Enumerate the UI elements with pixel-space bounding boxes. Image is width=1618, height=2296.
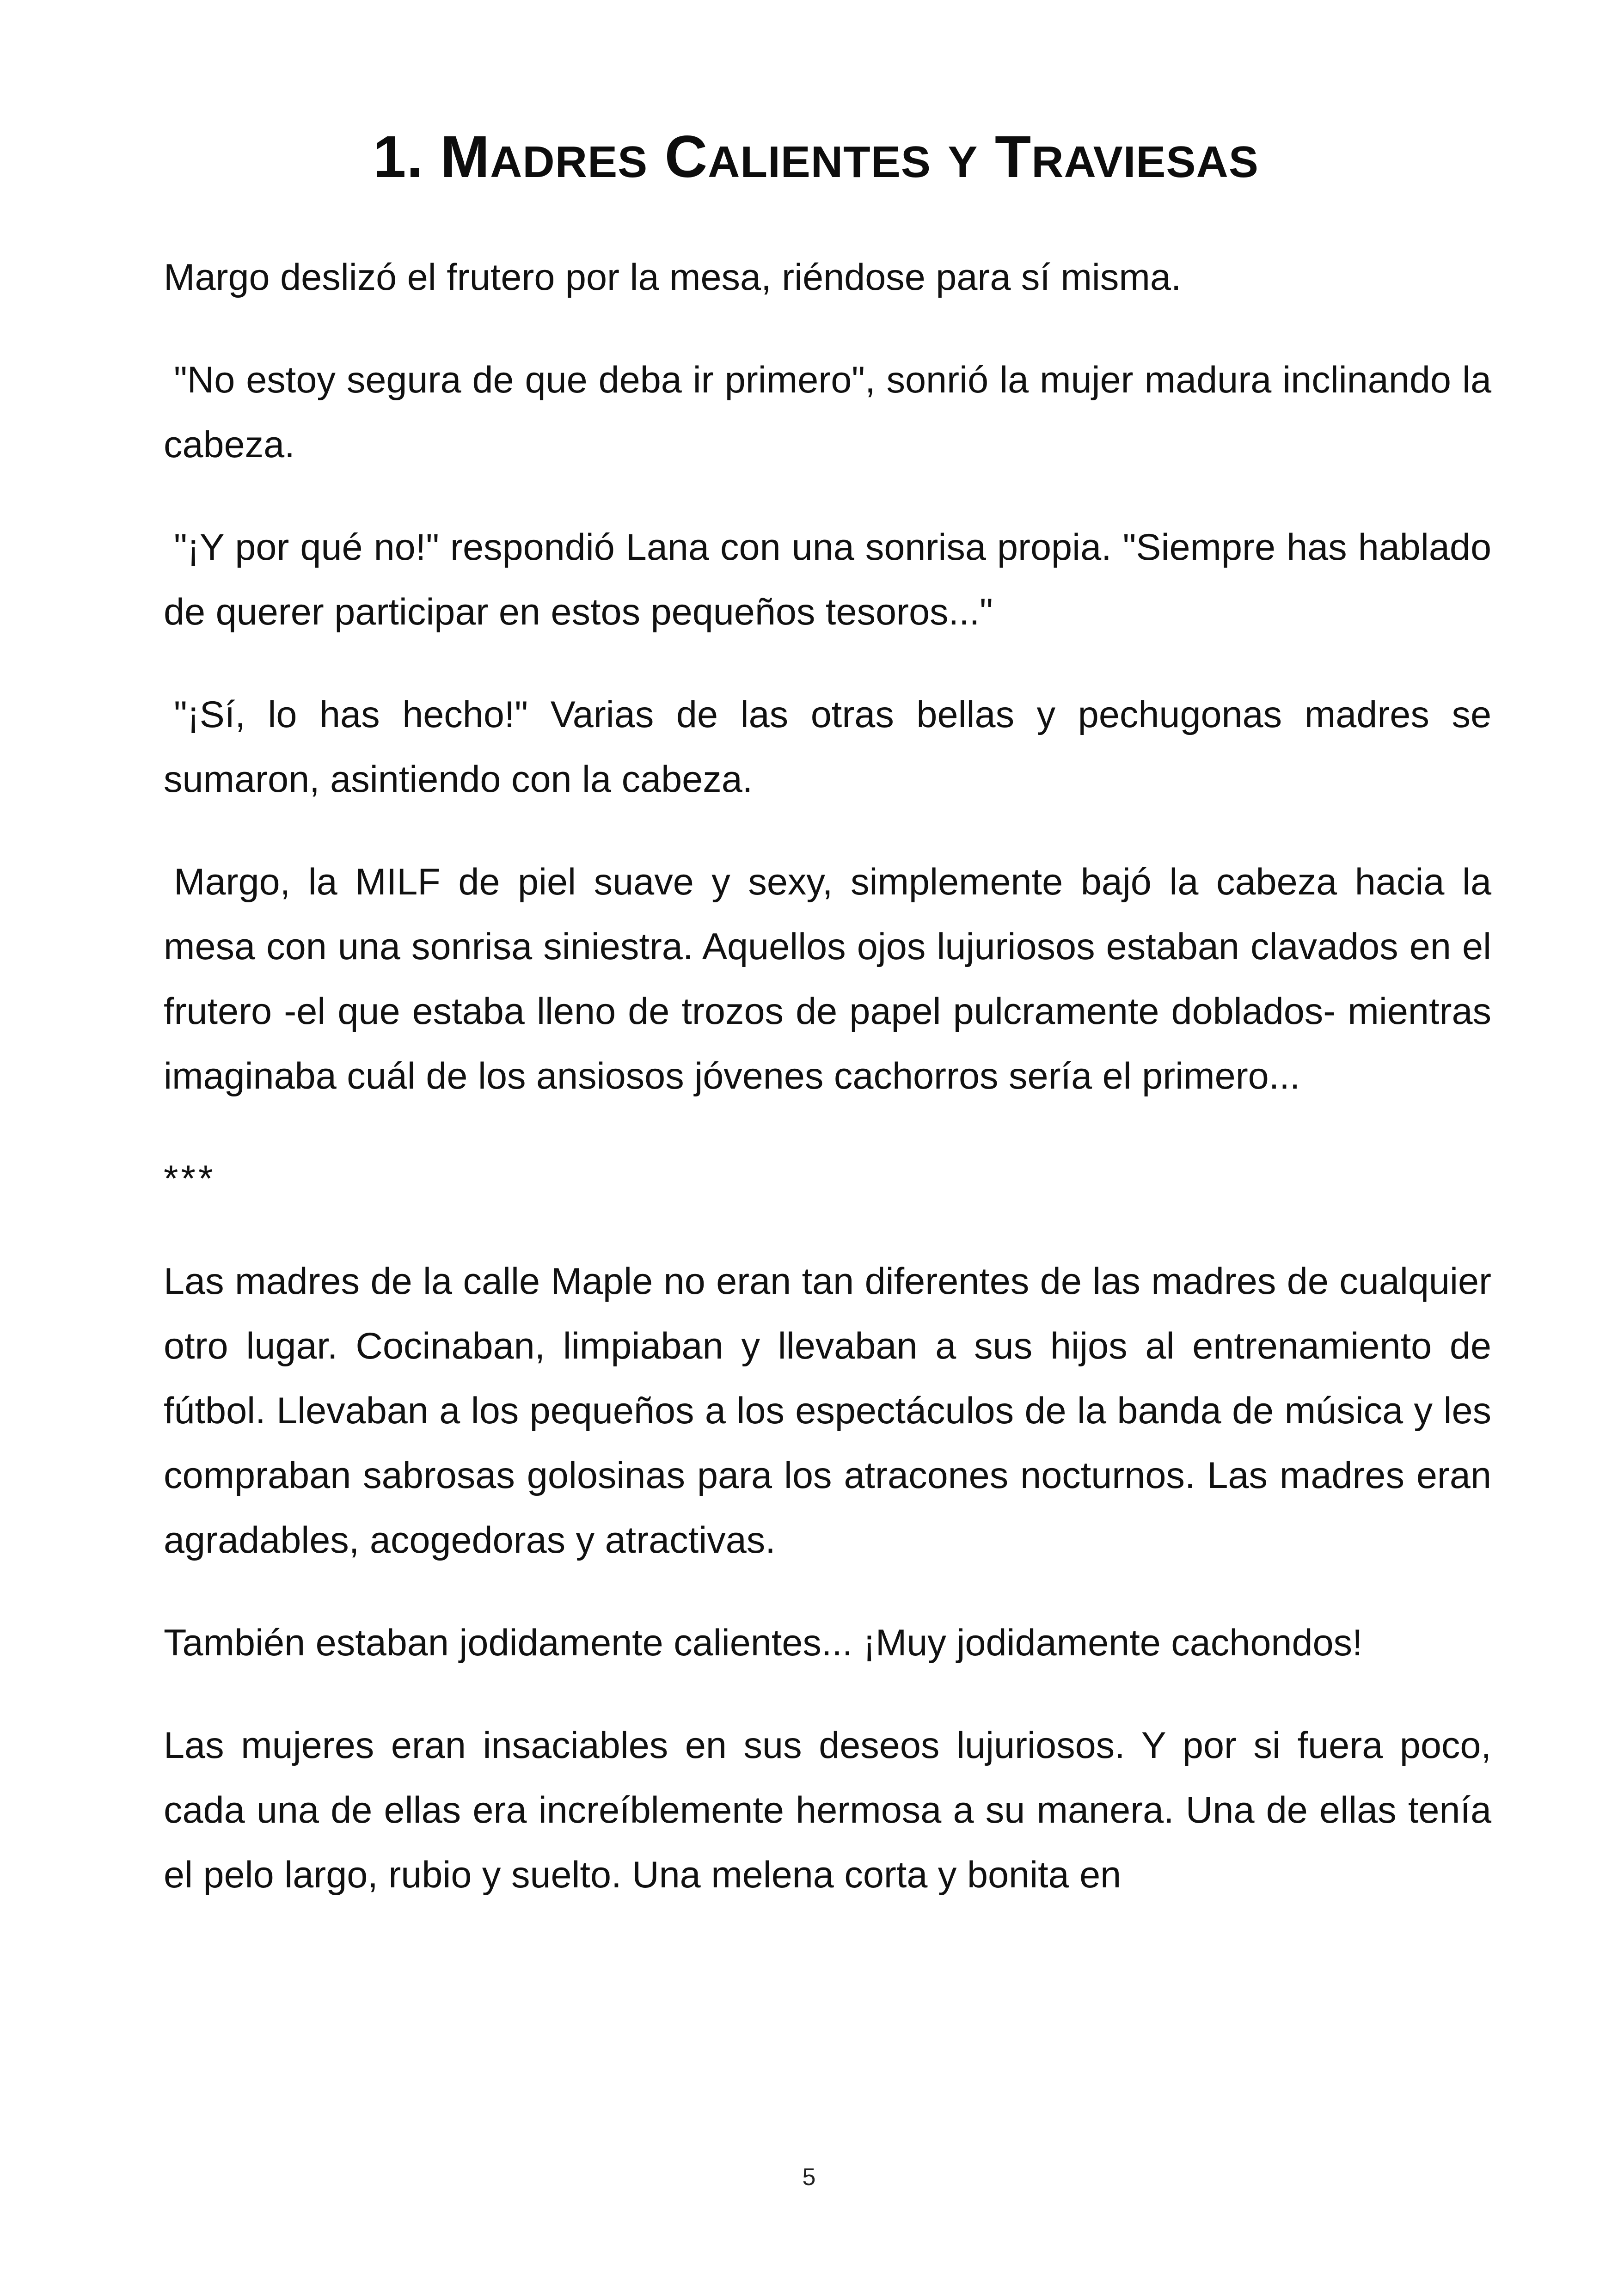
- paragraph: Margo, la MILF de piel suave y sexy, simplemente bajó la cabeza hacia la mesa con una sonrisa siniestra. Aquellos ojos lujuriosos estaban clavados en el frutero -el que estaba lleno de trozos de papel pulcramente doblados- mientras imaginaba cuál de los ansiosos jóvenes cachorros sería el primero...: [164, 861, 1491, 1097]
- paragraph: "No estoy segura de que deba ir primero", sonrió la mujer madura inclinando la cabeza.: [164, 359, 1491, 465]
- paragraph: Las mujeres eran insaciables en sus deseos lujuriosos. Y por si fuera poco, cada una de ellas era increíblemente hermosa a su manera. Una de ellas tenía el pelo largo, rubio y suelto. Una melena corta y bonita en: [164, 1725, 1491, 1896]
- paragraph: "¡Sí, lo has hecho!" Varias de las otras bellas y pechugonas madres se sumaron, asintiendo con la cabeza.: [164, 694, 1491, 800]
- page-number: 5: [802, 2164, 816, 2191]
- title-word: CALIENTES: [664, 124, 931, 190]
- chapter-title: [162, 118, 1470, 202]
- title-word: Y: [948, 137, 978, 187]
- paragraph: Las madres de la calle Maple no eran tan diferentes de las madres de cualquier otro lugar. Cocinaban, limpiaban y llevaban a sus hijos al entrenamiento de fútbol. Llevaban a los pequeños a los espectáculos de la banda de música y les compraban sabrosas golosinas para los atracones nocturnos. Las madres eran agradables, acogedoras y atractivas.: [164, 1261, 1491, 1561]
- paragraph: "¡Y por qué no!" respondió Lana con una sonrisa propia. "Siempre has hablado de querer participar en estos pequeños tesoros...": [164, 527, 1491, 633]
- title-word: TRAVIESAS: [995, 124, 1259, 190]
- paragraph: Margo deslizó el frutero por la mesa, riéndose para sí misma.: [164, 257, 1182, 298]
- section-separator: ***: [164, 1158, 216, 1200]
- body-text: [164, 245, 1491, 1945]
- chapter-number: 1.: [373, 124, 423, 190]
- paragraph: También estaban jodidamente calientes... ¡Muy jodidamente cachondos!: [164, 1622, 1363, 1664]
- title-word: MADRES: [440, 124, 648, 190]
